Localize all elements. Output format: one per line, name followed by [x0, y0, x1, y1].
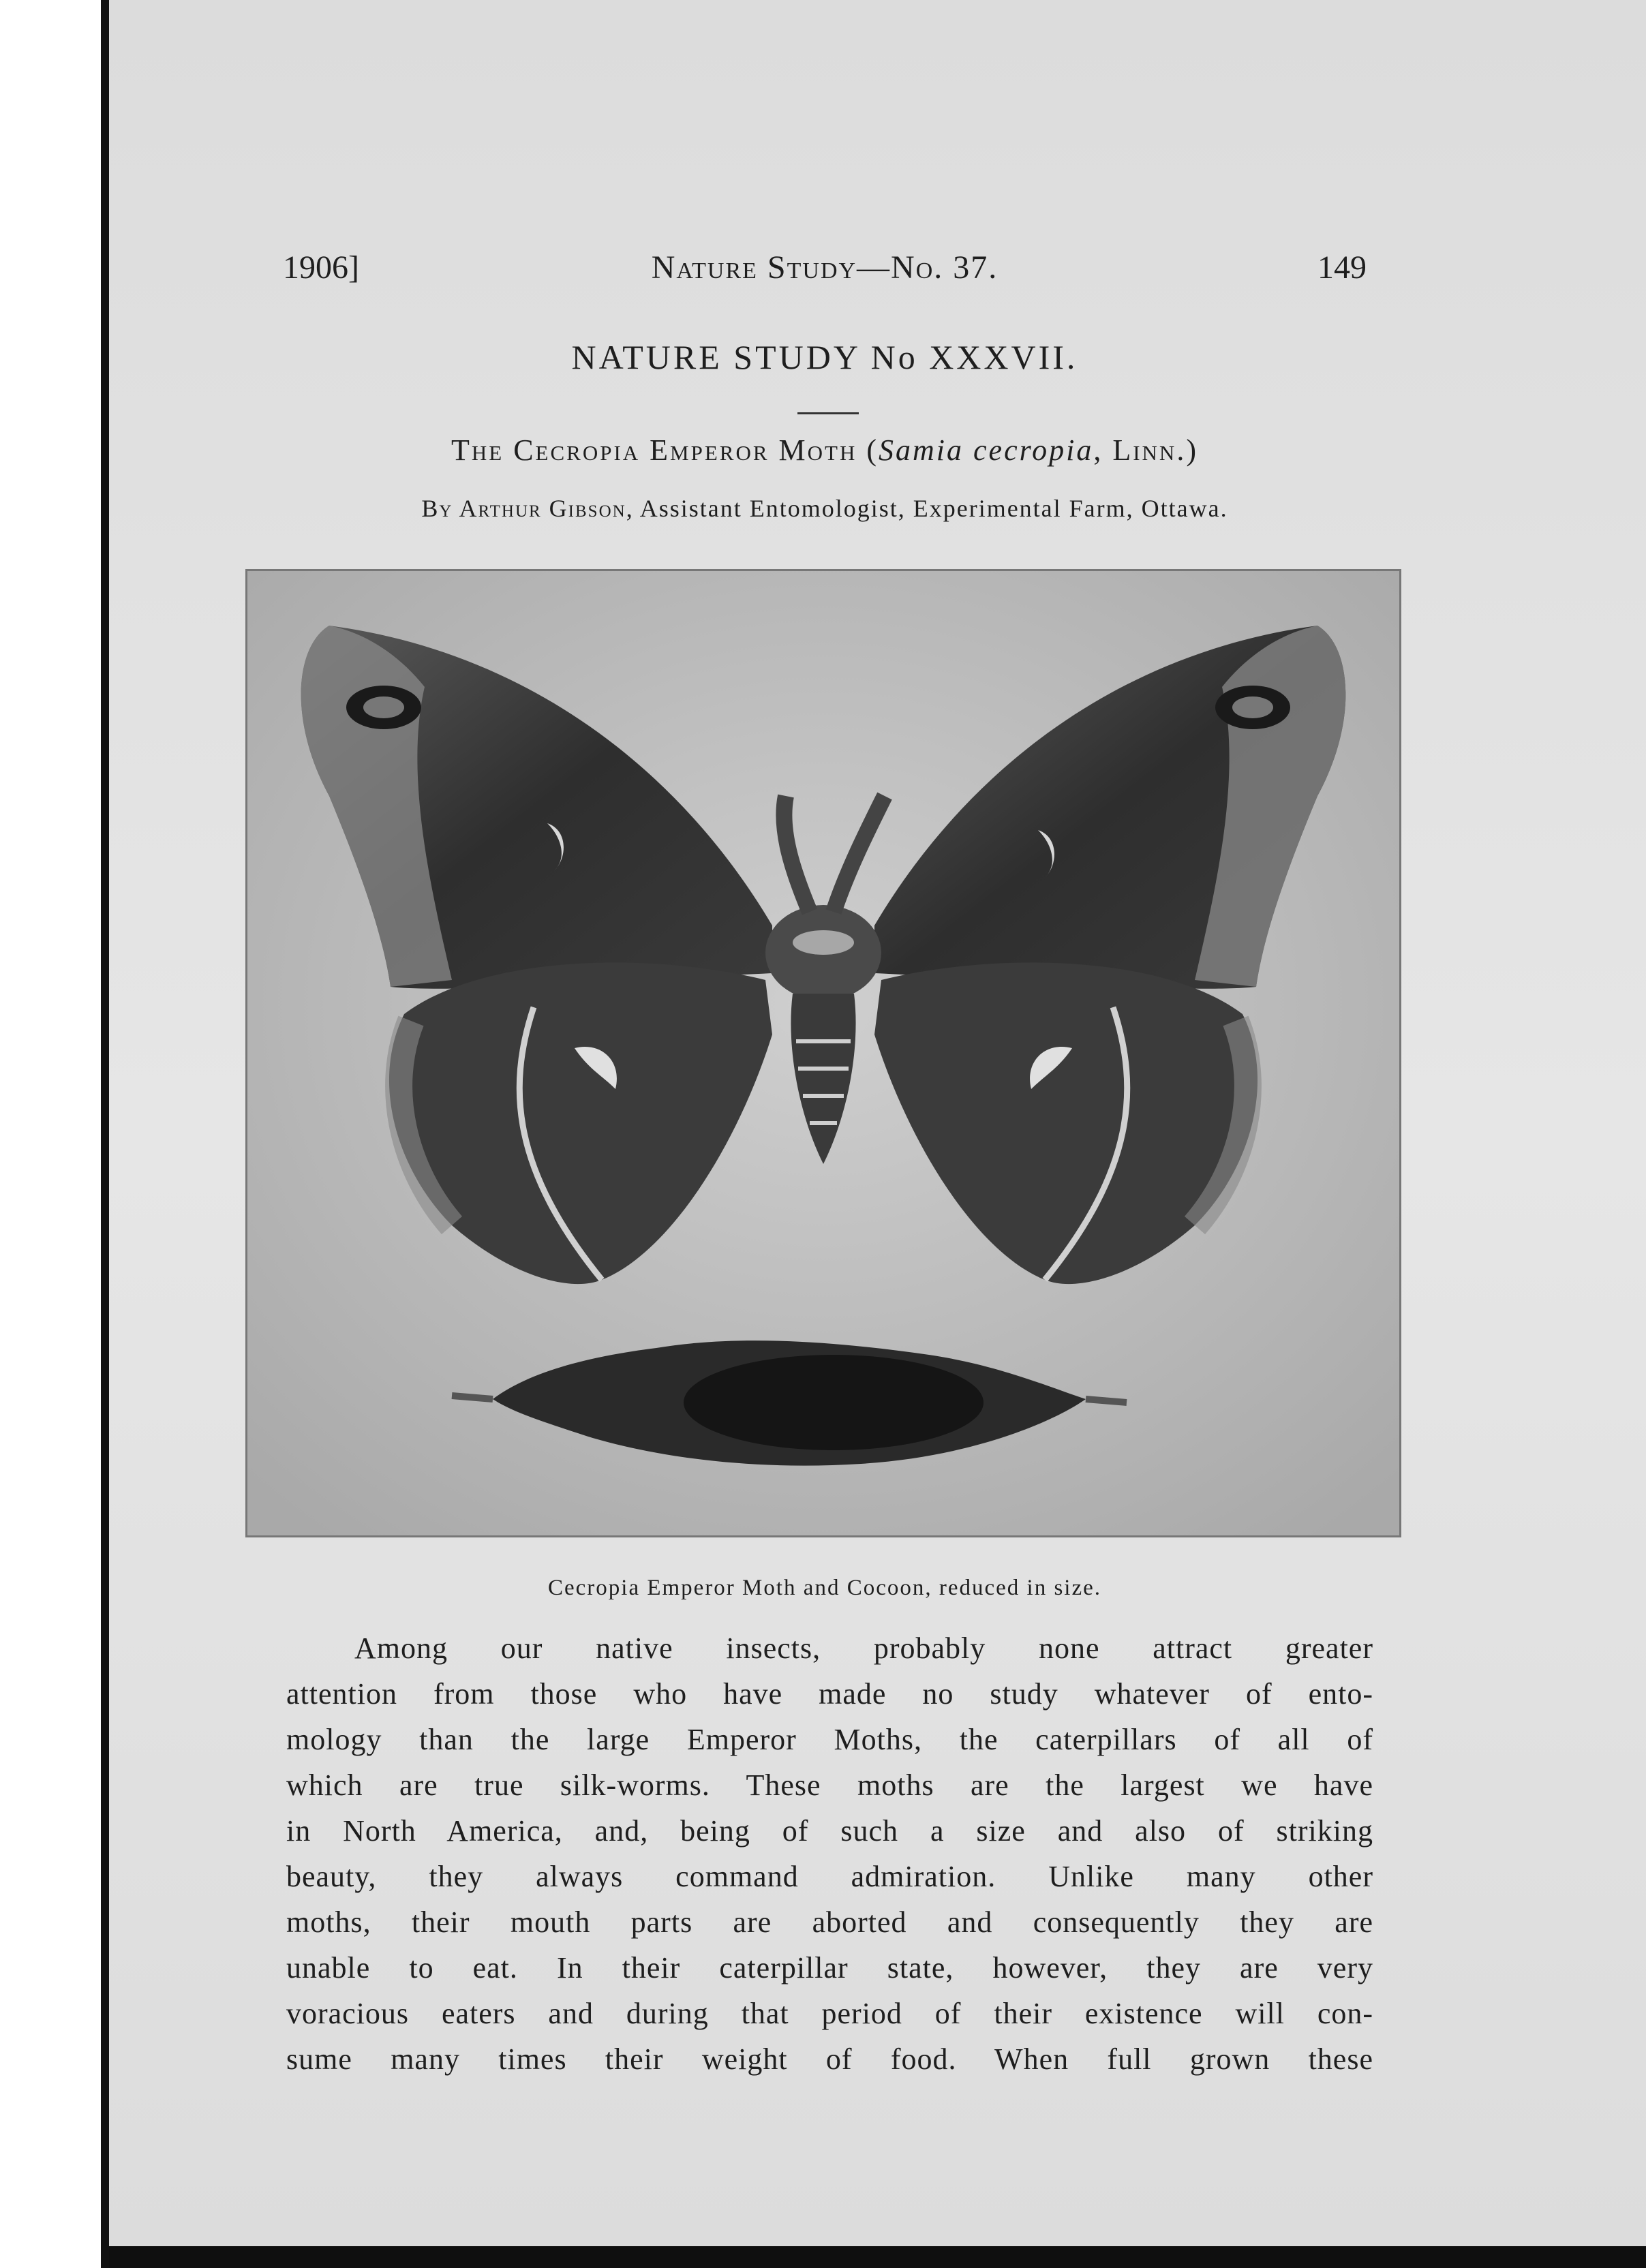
body-line: Among our native insects, probably none attract greater — [354, 1631, 1373, 1665]
byline — [269, 494, 1380, 523]
running-head-year: 1906] — [283, 249, 359, 286]
outer-margin — [0, 0, 109, 2268]
body-line: unable to eat. In their caterpillar state, however, they are very — [286, 1951, 1373, 1984]
running-head-title: Nature Study—No. 37. — [651, 249, 999, 286]
page-number: 149 — [1317, 249, 1367, 286]
moth-photograph — [245, 569, 1401, 1537]
article-title: NATURE STUDY No XXXVII. — [571, 338, 1078, 376]
subtitle-latin-name: Samia cecropia — [879, 433, 1094, 467]
subtitle-authority: , Linn.) — [1093, 433, 1198, 467]
byline-author: By Arthur Gibson, — [421, 495, 634, 522]
moth-and-cocoon-illustration — [247, 571, 1399, 1535]
body-paragraph — [286, 1625, 1373, 2082]
article-subtitle — [283, 433, 1367, 468]
body-line: mology than the large Emperor Moths, the caterpillars of all of — [286, 1723, 1373, 1756]
body-line: voracious eaters and during that period of their existence will con- — [286, 1997, 1373, 2030]
subtitle-main: The Cecropia Emperor Moth ( — [451, 433, 879, 467]
running-head — [283, 249, 1367, 296]
body-line: attention from those who have made no study whatever of ento- — [286, 1677, 1373, 1711]
title-rule — [797, 412, 859, 414]
body-line: sume many times their weight of food. When full grown these — [286, 2042, 1373, 2076]
body-line: which are true silk-worms. These moths are the largest we have — [286, 1768, 1373, 1802]
scan-edge — [109, 2246, 1646, 2268]
body-line: in North America, and, being of such a size and also of striking — [286, 1814, 1373, 1848]
body-line: beauty, they always command admiration. Unlike many other — [286, 1860, 1373, 1893]
figure-caption: Cecropia Emperor Moth and Cocoon, reduced in size. — [547, 1576, 1102, 1600]
body-line: moths, their mouth parts are aborted and consequently they are — [286, 1905, 1373, 1939]
byline-affiliation: Assistant Entomologist, Experimental Farm, Ottawa. — [639, 495, 1228, 522]
